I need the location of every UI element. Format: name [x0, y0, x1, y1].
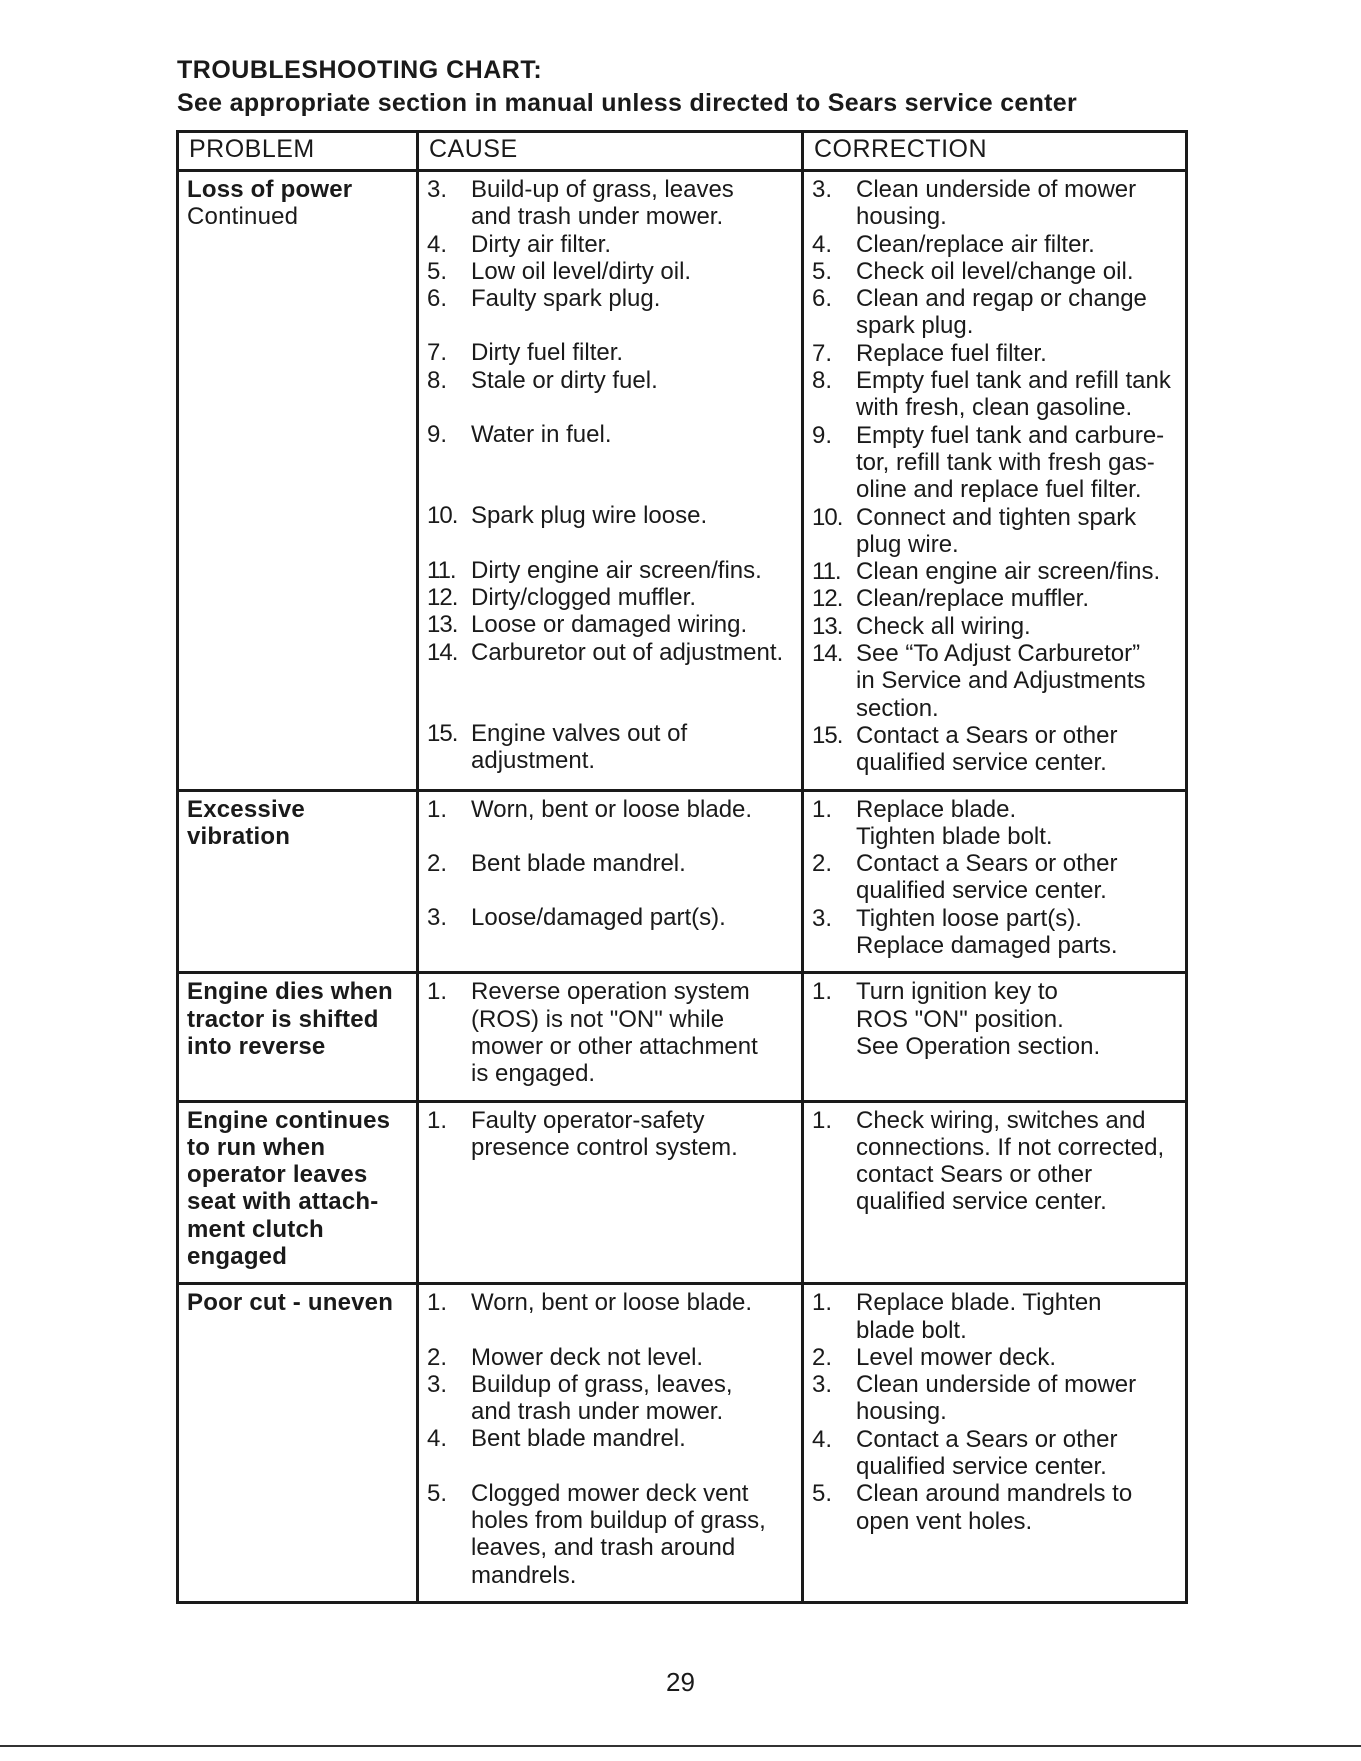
item-text: [856, 796, 1181, 851]
item-text: [471, 1289, 797, 1316]
correction-item: [812, 905, 1181, 960]
item-text-line: Replace damaged parts.: [856, 932, 1118, 960]
item-text-line: qualified service center.: [856, 877, 1107, 905]
correction-item: [812, 640, 1181, 722]
spacer: [427, 530, 797, 557]
item-text: [856, 1371, 1181, 1426]
item-text-line: Contact a Sears or other: [856, 1425, 1118, 1453]
item-text: [856, 1480, 1181, 1535]
item-number: 11.: [812, 558, 841, 586]
cause-item: [427, 1425, 797, 1452]
problem-cell: [178, 1284, 418, 1603]
correction-cell: [803, 973, 1187, 1101]
cause-item: [427, 1480, 797, 1589]
item-text-line: Water in fuel.: [471, 421, 612, 449]
item-text-line: Faulty operator-safety: [471, 1106, 705, 1134]
item-number: 10.: [427, 502, 458, 530]
item-number: 1.: [427, 795, 448, 823]
table-row: [178, 1101, 1187, 1284]
item-text-line: contact Sears or other: [856, 1161, 1093, 1189]
cause-item: [427, 796, 797, 823]
cause-item: [427, 639, 797, 666]
item-text: [471, 904, 797, 931]
item-number: 6.: [812, 285, 833, 313]
item-text-line: Connect and tighten spark: [856, 503, 1137, 531]
troubleshooting-table: [176, 130, 1188, 1604]
item-text: [471, 1371, 797, 1426]
spacer: [427, 394, 797, 421]
item-number: 5.: [812, 257, 833, 285]
item-text-line: connections. If not corrected,: [856, 1133, 1165, 1161]
item-text: [471, 1425, 797, 1452]
item-text: [471, 611, 797, 638]
item-text-line: Clean engine air screen/fins.: [856, 558, 1161, 586]
item-text-line: Engine valves out of: [471, 719, 688, 747]
cause-cell: [418, 1284, 803, 1603]
item-number: 3.: [812, 176, 833, 203]
spacer: [427, 877, 797, 904]
correction-item: [812, 504, 1181, 559]
item-text: [471, 285, 797, 312]
item-text: [471, 1107, 797, 1162]
cause-item: [427, 557, 797, 584]
item-number: 15.: [812, 721, 843, 749]
item-text-line: Check all wiring.: [856, 612, 1031, 640]
item-number: 2.: [812, 850, 833, 878]
item-number: 4.: [812, 230, 833, 258]
item-text: [856, 558, 1181, 585]
correction-cell: [803, 1284, 1187, 1603]
item-number: 13.: [812, 612, 843, 640]
correction-item: [812, 613, 1181, 640]
problem-label: Loss of power: [187, 176, 353, 203]
item-text: [471, 584, 797, 611]
item-number: 3.: [812, 904, 833, 932]
item-number: 2.: [812, 1343, 833, 1371]
item-text-line: plug wire.: [856, 530, 959, 558]
spacer: [427, 1317, 797, 1344]
item-text-line: Build-up of grass, leaves: [471, 176, 734, 203]
item-text: [856, 905, 1181, 960]
item-text-line: holes from buildup of grass,: [471, 1507, 766, 1535]
item-number: 2.: [427, 1343, 448, 1371]
item-text-line: Carburetor out of adjustment.: [471, 638, 784, 666]
cause-cell: [418, 790, 803, 973]
correction-item: [812, 176, 1181, 231]
cause-item: [427, 258, 797, 285]
item-text-line: Tighten loose part(s).: [856, 904, 1082, 932]
item-text-line: Clean around mandrels to: [856, 1480, 1133, 1508]
item-text-line: Tighten blade bolt.: [856, 822, 1053, 850]
item-text-line: in Service and Adjustments: [856, 667, 1146, 695]
cause-item: [427, 720, 797, 775]
cause-item: [427, 1344, 797, 1371]
bottom-rule: [0, 1745, 1361, 1747]
spacer: [427, 1453, 797, 1480]
item-text-line: Contact a Sears or other: [856, 721, 1118, 749]
cause-item: [427, 978, 797, 1087]
correction-item: [812, 850, 1181, 905]
item-text-line: Clean/replace air filter.: [856, 230, 1095, 258]
item-text-line: Stale or dirty fuel.: [471, 366, 658, 394]
item-text-line: Worn, bent or loose blade.: [471, 795, 753, 823]
item-text-line: and trash under mower.: [471, 203, 724, 231]
problem-label: Excessive vibration: [187, 795, 305, 850]
item-text-line: Low oil level/dirty oil.: [471, 257, 692, 285]
item-number: 9.: [812, 421, 833, 449]
header-cause: CAUSE: [418, 132, 803, 171]
item-number: 14.: [427, 638, 458, 666]
item-number: 7.: [427, 339, 448, 367]
correction-cell: [803, 790, 1187, 973]
item-text-line: open vent holes.: [856, 1507, 1033, 1535]
correction-item: [812, 231, 1181, 258]
correction-item: [812, 1107, 1181, 1216]
item-text: [856, 1289, 1181, 1344]
item-text: [856, 640, 1181, 722]
cause-item: [427, 1371, 797, 1426]
item-number: 12.: [812, 585, 843, 613]
item-number: 6.: [427, 285, 448, 313]
item-number: 2.: [427, 849, 448, 877]
item-text-line: qualified service center.: [856, 749, 1107, 777]
item-text: [856, 422, 1181, 504]
item-text-line: Bent blade mandrel.: [471, 1425, 686, 1453]
item-text-line: Empty fuel tank and carbure-: [856, 421, 1165, 449]
correction-item: [812, 258, 1181, 285]
problem-cell: [178, 1101, 418, 1284]
item-text-line: oline and replace fuel filter.: [856, 476, 1142, 504]
item-text-line: Worn, bent or loose blade.: [471, 1289, 753, 1317]
cause-item: [427, 611, 797, 638]
item-text-line: (ROS) is not "ON" while: [471, 1005, 725, 1033]
item-text-line: qualified service center.: [856, 1453, 1107, 1481]
cause-item: [427, 502, 797, 529]
correction-item: [812, 558, 1181, 585]
item-text-line: Check oil level/change oil.: [856, 257, 1134, 285]
item-text-line: adjustment.: [471, 747, 596, 775]
item-text-line: Replace blade. Tighten: [856, 1289, 1102, 1317]
spacer: [427, 693, 797, 720]
item-text-line: Dirty engine air screen/fins.: [471, 556, 762, 584]
item-number: 10.: [812, 503, 843, 531]
item-number: 15.: [427, 719, 458, 747]
item-text-line: See Operation section.: [856, 1032, 1101, 1060]
cause-item: [427, 421, 797, 448]
item-number: 7.: [812, 339, 833, 367]
item-text-line: qualified service center.: [856, 1188, 1107, 1216]
header-correction: CORRECTION: [803, 132, 1187, 171]
correction-item: [812, 585, 1181, 612]
cause-cell: [418, 1101, 803, 1284]
table-row: [178, 790, 1187, 973]
spacer: [427, 448, 797, 475]
cause-item: [427, 1107, 797, 1162]
spacer: [427, 666, 797, 693]
problem-label: Poor cut - uneven: [187, 1289, 394, 1317]
cause-cell: [418, 973, 803, 1101]
correction-item: [812, 722, 1181, 777]
table-row: [178, 973, 1187, 1101]
correction-item: [812, 978, 1181, 1060]
item-text: [471, 421, 797, 448]
item-text: [856, 722, 1181, 777]
cause-item: [427, 176, 797, 231]
spacer: [427, 312, 797, 339]
item-text: [856, 231, 1181, 258]
cause-item: [427, 904, 797, 931]
problem-label: Engine continues to run when operator leaves seat with attach-ment clutch engaged: [187, 1106, 391, 1270]
item-number: 13.: [427, 611, 458, 639]
item-number: 5.: [427, 257, 448, 285]
correction-item: [812, 1344, 1181, 1371]
item-text-line: Replace fuel filter.: [856, 339, 1047, 367]
item-number: 14.: [812, 640, 843, 668]
cause-cell: [418, 171, 803, 791]
item-text-line: Empty fuel tank and refill tank: [856, 367, 1171, 395]
item-text-line: blade bolt.: [856, 1316, 967, 1344]
item-number: 1.: [812, 1289, 833, 1317]
item-number: 3.: [427, 904, 448, 932]
item-text-line: Bent blade mandrel.: [471, 849, 686, 877]
item-text: [856, 585, 1181, 612]
item-text: [471, 796, 797, 823]
item-text-line: leaves, and trash around: [471, 1534, 736, 1562]
item-text: [856, 850, 1181, 905]
item-number: 3.: [812, 1371, 833, 1399]
item-text-line: Dirty fuel filter.: [471, 339, 624, 367]
item-text: [471, 367, 797, 394]
item-text-line: and trash under mower.: [471, 1398, 724, 1426]
spacer: [427, 475, 797, 502]
item-text-line: mower or other attachment: [471, 1032, 758, 1060]
item-number: 1.: [427, 978, 448, 1006]
table-row: [178, 171, 1187, 791]
correction-item: [812, 1426, 1181, 1481]
item-number: 3.: [427, 1370, 448, 1398]
item-number: 11.: [427, 556, 456, 584]
item-text-line: is engaged.: [471, 1060, 596, 1088]
item-text: [471, 231, 797, 258]
item-text: [471, 557, 797, 584]
correction-cell: [803, 171, 1187, 791]
item-number: 4.: [812, 1425, 833, 1453]
item-text-line: housing.: [856, 1398, 947, 1426]
item-text: [856, 176, 1181, 231]
item-text: [471, 339, 797, 366]
item-text: [856, 367, 1181, 422]
item-number: 4.: [427, 1425, 448, 1453]
cause-item: [427, 285, 797, 312]
item-text-line: Clogged mower deck vent: [471, 1479, 749, 1507]
item-number: 1.: [427, 1289, 448, 1317]
correction-item: [812, 422, 1181, 504]
chart-title: TROUBLESHOOTING CHART:: [177, 56, 543, 84]
correction-item: [812, 285, 1181, 340]
item-text: [856, 258, 1181, 285]
item-text-line: Faulty spark plug.: [471, 285, 661, 313]
item-text: [856, 978, 1181, 1060]
cause-item: [427, 1289, 797, 1316]
item-text-line: section.: [856, 694, 939, 722]
item-text-line: Contact a Sears or other: [856, 850, 1118, 878]
cause-item: [427, 584, 797, 611]
correction-item: [812, 367, 1181, 422]
correction-cell: [803, 1101, 1187, 1284]
item-number: 4.: [427, 230, 448, 258]
correction-item: [812, 1289, 1181, 1344]
item-number: 8.: [427, 366, 448, 394]
item-text-line: Clean underside of mower: [856, 176, 1137, 203]
item-text-line: Turn ignition key to: [856, 978, 1058, 1006]
problem-cell: [178, 171, 418, 791]
cause-item: [427, 850, 797, 877]
item-number: 1.: [427, 1106, 448, 1134]
item-text-line: Mower deck not level.: [471, 1343, 704, 1371]
item-text-line: Dirty/clogged muffler.: [471, 583, 696, 611]
cause-item: [427, 339, 797, 366]
item-text: [856, 1344, 1181, 1371]
item-text-line: Replace blade.: [856, 795, 1017, 823]
item-text-line: Dirty air filter.: [471, 230, 612, 258]
item-text-line: presence control system.: [471, 1133, 738, 1161]
item-text-line: Level mower deck.: [856, 1343, 1057, 1371]
item-text-line: Clean and regap or change: [856, 285, 1147, 313]
item-number: 1.: [812, 978, 833, 1006]
spacer: [427, 823, 797, 850]
item-text: [856, 504, 1181, 559]
header-problem: PROBLEM: [178, 132, 418, 171]
problem-sublabel: Continued: [187, 203, 299, 231]
item-text: [471, 1344, 797, 1371]
item-text: [856, 285, 1181, 340]
item-number: 1.: [812, 1106, 833, 1134]
correction-item: [812, 796, 1181, 851]
item-number: 3.: [427, 176, 448, 203]
item-text: [856, 1426, 1181, 1481]
item-text: [471, 720, 797, 775]
problem-cell: [178, 973, 418, 1101]
item-number: 12.: [427, 583, 458, 611]
chart-subtitle: See appropriate section in manual unless directed to Sears service center: [177, 89, 1078, 117]
item-text-line: See “To Adjust Carburetor”: [856, 640, 1141, 668]
item-text-line: Check wiring, switches and: [856, 1106, 1146, 1134]
item-number: 8.: [812, 367, 833, 395]
correction-item: [812, 1371, 1181, 1426]
item-number: 5.: [812, 1480, 833, 1508]
cause-item: [427, 231, 797, 258]
item-text-line: tor, refill tank with fresh gas-: [856, 448, 1155, 476]
correction-item: [812, 340, 1181, 367]
table-row: [178, 1284, 1187, 1603]
item-text-line: with fresh, clean gasoline.: [856, 394, 1133, 422]
table-header-row: [178, 132, 1187, 171]
item-text-line: Clean/replace muffler.: [856, 585, 1090, 613]
item-text-line: Loose or damaged wiring.: [471, 611, 748, 639]
item-text: [471, 502, 797, 529]
item-text-line: Clean underside of mower: [856, 1371, 1137, 1399]
item-text-line: Buildup of grass, leaves,: [471, 1370, 733, 1398]
item-text: [471, 176, 797, 231]
item-text-line: Loose/damaged part(s).: [471, 904, 726, 932]
cause-item: [427, 367, 797, 394]
item-text-line: mandrels.: [471, 1561, 577, 1589]
item-text-line: spark plug.: [856, 312, 974, 340]
item-text-line: housing.: [856, 203, 947, 231]
item-number: 9.: [427, 421, 448, 449]
problem-cell: [178, 790, 418, 973]
item-text-line: Spark plug wire loose.: [471, 502, 708, 530]
item-text: [856, 1107, 1181, 1216]
item-number: 1.: [812, 795, 833, 823]
item-text: [471, 639, 797, 666]
item-text: [471, 258, 797, 285]
item-text: [471, 978, 797, 1087]
item-text: [856, 613, 1181, 640]
page-number: 29: [666, 1667, 695, 1697]
item-text: [471, 850, 797, 877]
item-text: [856, 340, 1181, 367]
item-number: 5.: [427, 1479, 448, 1507]
item-text-line: ROS "ON" position.: [856, 1005, 1064, 1033]
item-text: [471, 1480, 797, 1589]
table-body: [178, 171, 1187, 1603]
problem-label: Engine dies when tractor is shifted into reverse: [187, 978, 393, 1060]
correction-item: [812, 1480, 1181, 1535]
item-text-line: Reverse operation system: [471, 978, 750, 1006]
